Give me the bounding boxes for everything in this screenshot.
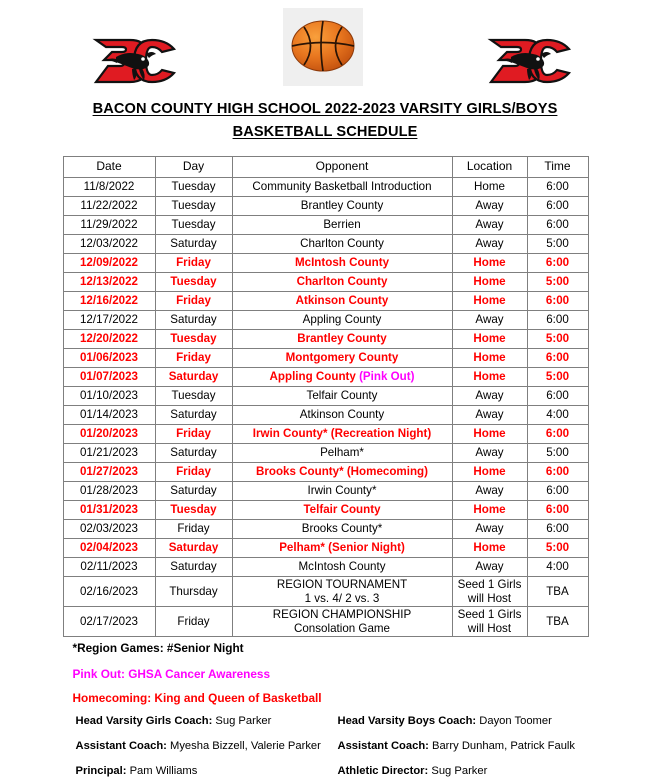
- opponent-line-2: Consolation Game: [293, 621, 391, 635]
- cell-day: Thursday: [155, 577, 232, 607]
- note-region-games: *Region Games: #Senior Night: [72, 641, 244, 655]
- staff-section: [63, 715, 588, 777]
- cell-time: TBA: [527, 607, 588, 637]
- table-row: [63, 444, 588, 463]
- cell-time: 6:00: [527, 197, 588, 216]
- boys-assistant-label: Assistant Coach:: [337, 740, 429, 752]
- table-row: [63, 577, 588, 607]
- cell-day: Friday: [155, 425, 232, 444]
- table-row: [63, 368, 588, 387]
- cell-time: 5:00: [527, 539, 588, 558]
- cell-location: Home: [452, 330, 527, 349]
- cell-date: 12/17/2022: [63, 311, 155, 330]
- cell-time: 6:00: [527, 311, 588, 330]
- staff-principal: [76, 765, 338, 777]
- cell-date: 01/20/2023: [63, 425, 155, 444]
- title-line-2: BASKETBALL SCHEDULE: [232, 124, 418, 140]
- cell-date: 11/29/2022: [63, 216, 155, 235]
- schedule-table-container: [63, 156, 588, 637]
- cell-time: 6:00: [527, 425, 588, 444]
- table-row: [63, 273, 588, 292]
- table-row: [63, 387, 588, 406]
- cell-opponent: Pelham*: [232, 444, 452, 463]
- cell-time: 4:00: [527, 558, 588, 577]
- opponent-line-1: REGION TOURNAMENT: [276, 578, 408, 591]
- cell-opponent: [232, 577, 452, 607]
- cell-location: Away: [452, 444, 527, 463]
- column-header-location: Location: [452, 157, 527, 178]
- cell-time: 5:00: [527, 444, 588, 463]
- page-title: [0, 99, 650, 143]
- cell-opponent: McIntosh County: [232, 254, 452, 273]
- staff-head-varsity-girls-coach: [76, 715, 338, 727]
- cell-opponent: Montgomery County: [232, 349, 452, 368]
- cell-location: Away: [452, 406, 527, 425]
- table-header-row: [63, 157, 588, 178]
- table-row: [63, 607, 588, 637]
- cell-day: Friday: [155, 520, 232, 539]
- staff-athletic-director: [338, 765, 588, 777]
- bc-bulldog-logo-right: [477, 30, 573, 92]
- cell-date: 11/8/2022: [63, 178, 155, 197]
- cell-day: Saturday: [155, 482, 232, 501]
- document-header: [0, 0, 650, 95]
- cell-day: Saturday: [155, 539, 232, 558]
- cell-opponent: Atkinson County: [232, 406, 452, 425]
- table-row: [63, 520, 588, 539]
- cell-opponent: Pelham* (Senior Night): [232, 539, 452, 558]
- staff-boys-assistant-coach: [338, 740, 588, 752]
- cell-time: 6:00: [527, 292, 588, 311]
- schedule-table-body: [63, 178, 588, 637]
- cell-opponent: [232, 368, 452, 387]
- basketball-icon: [283, 8, 363, 86]
- cell-opponent: Brooks County*: [232, 520, 452, 539]
- opponent-line-1: REGION CHAMPIONSHIP: [272, 608, 412, 621]
- girls-coach-label: Head Varsity Girls Coach:: [75, 715, 213, 727]
- table-row: [63, 254, 588, 273]
- table-row: [63, 330, 588, 349]
- cell-location: Home: [452, 539, 527, 558]
- cell-location: Home: [452, 501, 527, 520]
- cell-time: 6:00: [527, 387, 588, 406]
- table-row: [63, 178, 588, 197]
- column-header-date: Date: [63, 157, 155, 178]
- cell-time: 5:00: [527, 330, 588, 349]
- cell-opponent: Telfair County: [232, 501, 452, 520]
- table-row: [63, 501, 588, 520]
- cell-opponent: Brantley County: [232, 330, 452, 349]
- cell-time: TBA: [527, 577, 588, 607]
- cell-opponent: [232, 607, 452, 637]
- table-row: [63, 482, 588, 501]
- pink-out-tag: (Pink Out): [359, 370, 415, 384]
- table-row: [63, 463, 588, 482]
- cell-day: Friday: [155, 463, 232, 482]
- cell-opponent: Charlton County: [232, 235, 452, 254]
- cell-date: 02/16/2023: [63, 577, 155, 607]
- cell-date: 01/21/2023: [63, 444, 155, 463]
- cell-day: Friday: [155, 292, 232, 311]
- cell-day: Tuesday: [155, 330, 232, 349]
- cell-location: Home: [452, 463, 527, 482]
- cell-date: 12/20/2022: [63, 330, 155, 349]
- column-header-time: Time: [527, 157, 588, 178]
- table-row: [63, 235, 588, 254]
- boys-coach-value: Dayon Toomer: [476, 715, 552, 727]
- cell-date: 01/28/2023: [63, 482, 155, 501]
- girls-coach-value: Sug Parker: [212, 715, 272, 727]
- cell-location: Away: [452, 197, 527, 216]
- cell-date: 01/27/2023: [63, 463, 155, 482]
- cell-location: Away: [452, 311, 527, 330]
- location-line-1: Seed 1 Girls: [457, 608, 522, 621]
- cell-location: Away: [452, 216, 527, 235]
- cell-date: 01/14/2023: [63, 406, 155, 425]
- column-header-opponent: Opponent: [232, 157, 452, 178]
- cell-opponent: Telfair County: [232, 387, 452, 406]
- schedule-table: [63, 156, 589, 637]
- location-line-2: will Host: [467, 621, 512, 635]
- staff-head-varsity-boys-coach: [338, 715, 588, 727]
- principal-label: Principal:: [75, 765, 127, 777]
- cell-time: 4:00: [527, 406, 588, 425]
- opponent-line-2: 1 vs. 4/ 2 vs. 3: [304, 591, 380, 605]
- column-header-day: Day: [155, 157, 232, 178]
- athletic-director-label: Athletic Director:: [337, 765, 429, 777]
- cell-location: Home: [452, 254, 527, 273]
- cell-day: Tuesday: [155, 178, 232, 197]
- cell-time: 6:00: [527, 349, 588, 368]
- boys-coach-label: Head Varsity Boys Coach:: [337, 715, 477, 727]
- table-row: [63, 311, 588, 330]
- cell-day: Tuesday: [155, 501, 232, 520]
- cell-location: Home: [452, 368, 527, 387]
- cell-time: 6:00: [527, 254, 588, 273]
- cell-day: Tuesday: [155, 273, 232, 292]
- cell-location: Away: [452, 520, 527, 539]
- cell-day: Saturday: [155, 311, 232, 330]
- cell-time: 6:00: [527, 482, 588, 501]
- cell-time: 6:00: [527, 178, 588, 197]
- cell-day: Saturday: [155, 444, 232, 463]
- cell-location: [452, 577, 527, 607]
- cell-location: Away: [452, 387, 527, 406]
- cell-day: Friday: [155, 254, 232, 273]
- cell-day: Saturday: [155, 235, 232, 254]
- cell-location: Home: [452, 178, 527, 197]
- note-homecoming: Homecoming: King and Queen of Basketball: [72, 691, 322, 705]
- cell-location: Home: [452, 273, 527, 292]
- cell-date: 12/09/2022: [63, 254, 155, 273]
- cell-day: Saturday: [155, 368, 232, 387]
- location-line-1: Seed 1 Girls: [457, 578, 522, 591]
- cell-date: 01/06/2023: [63, 349, 155, 368]
- cell-date: 01/10/2023: [63, 387, 155, 406]
- cell-time: 5:00: [527, 273, 588, 292]
- cell-date: 02/03/2023: [63, 520, 155, 539]
- cell-time: 6:00: [527, 216, 588, 235]
- cell-date: 01/31/2023: [63, 501, 155, 520]
- cell-day: Friday: [155, 349, 232, 368]
- cell-opponent: Irwin County*: [232, 482, 452, 501]
- principal-value: Pam Williams: [126, 765, 198, 777]
- cell-opponent: Berrien: [232, 216, 452, 235]
- cell-opponent: Community Basketball Introduction: [232, 178, 452, 197]
- cell-day: Saturday: [155, 558, 232, 577]
- cell-time: 5:00: [527, 368, 588, 387]
- table-row: [63, 216, 588, 235]
- table-row: [63, 197, 588, 216]
- cell-time: 5:00: [527, 235, 588, 254]
- table-row: [63, 558, 588, 577]
- cell-date: 11/22/2022: [63, 197, 155, 216]
- cell-date: 01/07/2023: [63, 368, 155, 387]
- opponent-name: Appling County: [269, 370, 360, 384]
- title-line-1: BACON COUNTY HIGH SCHOOL 2022-2023 VARSITY GIRLS/BOYS: [92, 101, 558, 117]
- table-row: [63, 539, 588, 558]
- athletic-director-value: Sug Parker: [428, 765, 488, 777]
- boys-assistant-value: Barry Dunham, Patrick Faulk: [428, 740, 575, 752]
- cell-opponent: Appling County: [232, 311, 452, 330]
- cell-location: Away: [452, 235, 527, 254]
- cell-day: Tuesday: [155, 197, 232, 216]
- location-line-2: will Host: [467, 591, 512, 605]
- cell-time: 6:00: [527, 520, 588, 539]
- note-pink-out: Pink Out: GHSA Cancer Awareness: [72, 667, 271, 681]
- cell-opponent: Irwin County* (Recreation Night): [232, 425, 452, 444]
- cell-location: Home: [452, 349, 527, 368]
- girls-assistant-value: Myesha Bizzell, Valerie Parker: [166, 740, 321, 752]
- staff-girls-assistant-coach: [76, 740, 338, 752]
- cell-location: Away: [452, 482, 527, 501]
- cell-day: Friday: [155, 607, 232, 637]
- cell-date: 02/11/2023: [63, 558, 155, 577]
- cell-date: 02/04/2023: [63, 539, 155, 558]
- cell-opponent: Charlton County: [232, 273, 452, 292]
- cell-date: 12/03/2022: [63, 235, 155, 254]
- table-row: [63, 292, 588, 311]
- cell-date: 12/16/2022: [63, 292, 155, 311]
- cell-location: Away: [452, 558, 527, 577]
- table-row: [63, 406, 588, 425]
- cell-time: 6:00: [527, 501, 588, 520]
- cell-location: [452, 607, 527, 637]
- cell-date: 12/13/2022: [63, 273, 155, 292]
- cell-location: Home: [452, 425, 527, 444]
- cell-time: 6:00: [527, 463, 588, 482]
- table-row: [63, 349, 588, 368]
- cell-opponent: Brooks County* (Homecoming): [232, 463, 452, 482]
- table-row: [63, 425, 588, 444]
- girls-assistant-label: Assistant Coach:: [75, 740, 167, 752]
- cell-location: Home: [452, 292, 527, 311]
- cell-opponent: Brantley County: [232, 197, 452, 216]
- cell-day: Tuesday: [155, 387, 232, 406]
- notes-section: [63, 641, 588, 706]
- cell-date: 02/17/2023: [63, 607, 155, 637]
- cell-day: Saturday: [155, 406, 232, 425]
- cell-opponent: Atkinson County: [232, 292, 452, 311]
- bc-bulldog-logo-left: [82, 30, 178, 92]
- cell-opponent: McIntosh County: [232, 558, 452, 577]
- cell-day: Tuesday: [155, 216, 232, 235]
